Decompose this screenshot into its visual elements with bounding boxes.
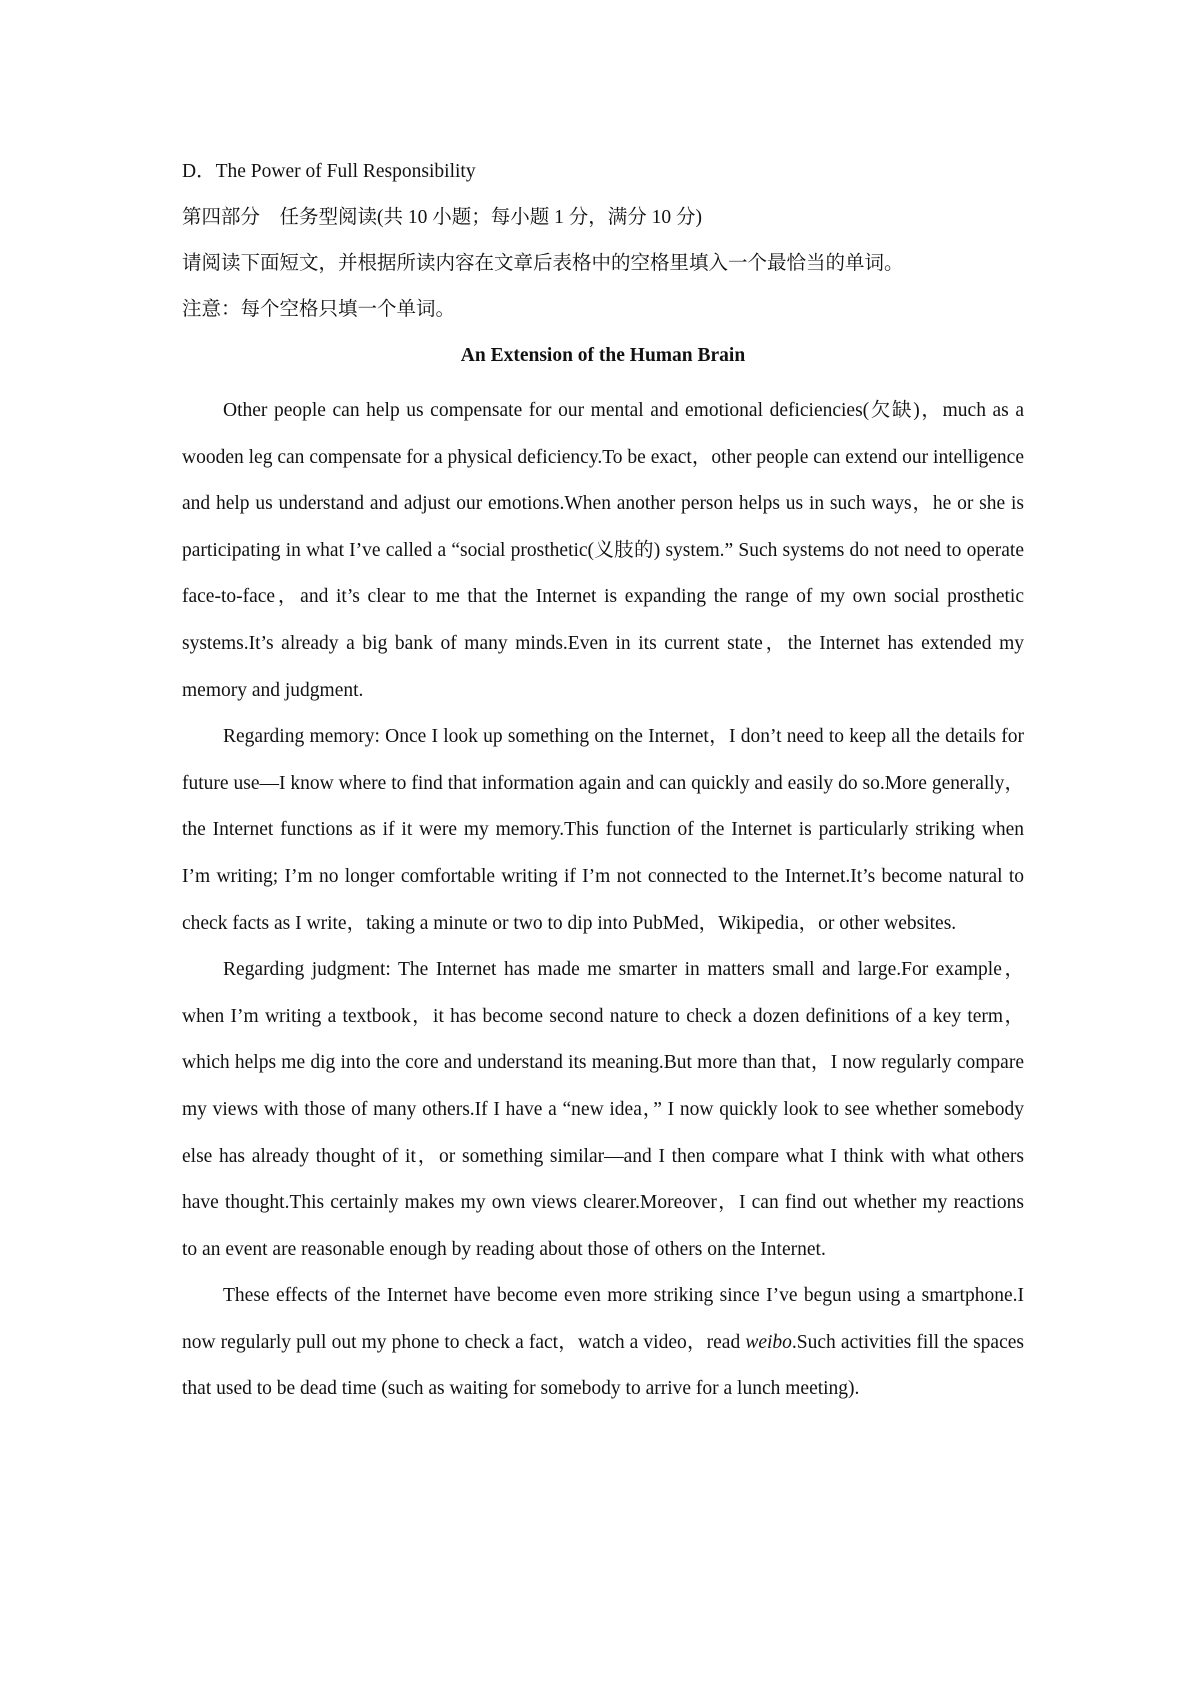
instruction-text: 请阅读下面短文，并根据所读内容在文章后表格中的空格里填入一个最恰当的单词。 [182, 253, 904, 274]
paragraph-3: Regarding judgment: The Internet has made me smarter in matters small and large.For example，when I’m writing a textbook，it has become second nature to check a dozen definitions of a key term，which helps me dig into the core and understand its meaning.But more than that，I now regularly compare my views with those of many others.If I have a “new idea，” I now quickly look to see whether somebody else has already thought of it，or something similar—and I then compare what I think with what others have thought.This certainly makes my own views clearer.Moreover，I can find out whether my reactions to an event are reasonable enough by reading about those of others on the Internet. [182, 959, 1024, 1260]
option-d-line: D．The Power of Full Responsibility [182, 161, 476, 182]
note-text: 注意：每个空格只填一个单词。 [182, 299, 456, 320]
paragraph-1: Other people can help us compensate for our mental and emotional deficiencies(欠缺)，much as a wooden leg can compensate for a physical deficiency.To be exact，other people can extend our intelligence and help us understand and adjust our emotions.When another person helps us in such ways，he or she is participating in what I’ve called a “social prosthetic(义肢的) system.” Such systems do not need to operate face-to-face，and it’s clear to me that the Internet is expanding the range of my own social prosthetic systems.It’s already a big bank of many minds.Even in its current state，the Internet has extended my memory and judgment. [182, 400, 1024, 701]
article-title: An Extension of the Human Brain [460, 345, 746, 366]
paragraph-4-text-a: These effects of the Internet have become even more striking since I’ve begun using a smartphone.I now regularly pull out my phone to check a fact，watch a video，read [182, 1285, 1024, 1353]
paragraph-2: Regarding memory: Once I look up something on the Internet，I don’t need to keep all the details for future use—I know where to find that information again and can quickly and easily do so.More generally，the Internet functions as if it were my memory.This function of the Internet is particularly striking when I’m writing; I’m no longer comfortable writing if I’m not connected to the Internet.It’s become natural to check facts as I write，taking a minute or two to dip into PubMed，Wikipedia，or other websites. [182, 726, 1024, 934]
paragraph-4-text-b: .Such activities fill the spaces that used to be dead time (such as waiting for somebody to arrive for a lunch meeting). [182, 1331, 1024, 1400]
paragraph-4 [182, 1273, 1024, 1413]
section-heading: 第四部分 任务型阅读(共 10 小题；每小题 1 分，满分 10 分) [182, 207, 702, 228]
document-page [182, 158, 1024, 1413]
paragraph-4-italic-term: weibo [745, 1331, 792, 1353]
